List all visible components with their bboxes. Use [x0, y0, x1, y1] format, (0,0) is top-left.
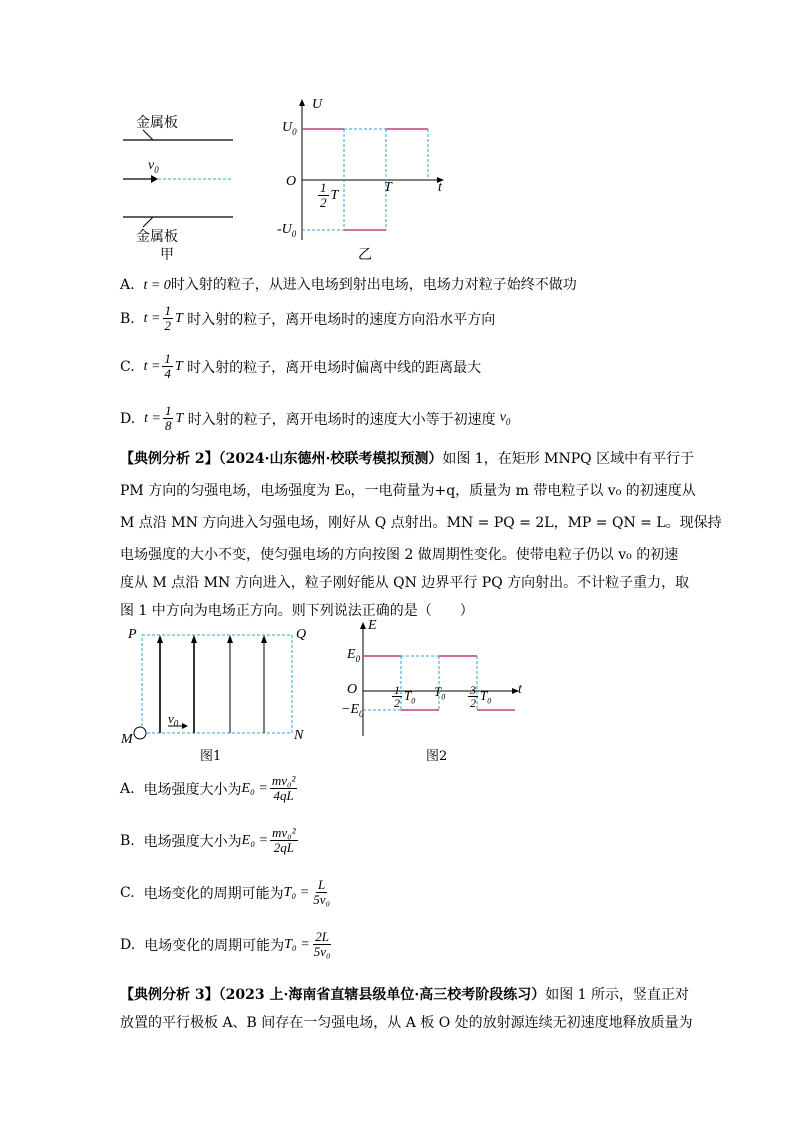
q3-source: （2023 上·海南省直辖县级单位·高三校考阶段练习）	[218, 987, 546, 1003]
top-plate-label: 金属板	[136, 115, 178, 131]
point-m: M	[121, 732, 133, 747]
q1-option-c[interactable]: C. t = $\frac{1}{4}$ T 时入射的粒子，离开电场时偏离中线的距离最大	[120, 351, 482, 381]
field-arrow-4-icon	[261, 635, 267, 643]
q2-line-2: PM 方向的匀强电场，电场强度为 E₀，一电荷量为+q，质量为 m 带电粒子以 v₀ 的初速度从	[120, 483, 696, 499]
figure-caption-2: 图2	[426, 749, 448, 764]
figure-caption-jia: 甲	[160, 247, 174, 263]
origin-label: O	[347, 682, 358, 697]
q2-option-a[interactable]: A. 电场强度大小为 E₀ = $\frac{\text{mv₀²}}{4qL}$	[120, 773, 296, 803]
field-rectangle	[142, 635, 292, 733]
u-axis-label: U	[312, 97, 323, 112]
figure-e-t-graph	[345, 618, 535, 738]
particle-icon	[134, 727, 146, 739]
e0-label: $E_0$	[347, 647, 361, 664]
velocity-label: $v_0$	[148, 158, 159, 175]
neg-e0-label: $-E_0$	[341, 702, 364, 719]
figure-rect-field	[118, 625, 308, 745]
velocity-arrow-head-icon	[182, 723, 188, 729]
q2-line-1: 【典例分析 2】（2024·山东德州·校联考模拟预测）如图 1，在矩形 MNPQ 区域中有平行于	[120, 451, 695, 467]
q2-tag: 【典例分析 2】	[120, 451, 219, 467]
q2-line-4: 电场强度的大小不变，使匀强电场的方向按图 2 做周期性变化。使带电粒子仍以 v₀ 的初速	[120, 547, 679, 563]
half-t-label: $\frac{1}{2}$ T	[320, 180, 339, 210]
figure-caption-yi: 乙	[358, 247, 372, 263]
q3-line-2: 放置的平行极板 A、B 间存在一匀强电场，从 A 板 O 处的放射源连续无初速度地释放质量为	[120, 1015, 693, 1031]
u0-label: $U_0$	[282, 120, 297, 137]
q3-tag: 【典例分析 3】	[120, 987, 219, 1003]
e-axis-label: E	[368, 618, 377, 633]
origin-label: O	[286, 174, 297, 189]
neg-u0-label: $-U_0$	[277, 222, 297, 239]
point-n: N	[294, 728, 304, 743]
t-axis-label: t	[438, 180, 442, 195]
y-axis-arrow-icon	[360, 622, 366, 629]
bottom-plate-label: 金属板	[136, 229, 178, 245]
q1-option-b[interactable]: B. t = $\frac{1}{2}$ T 时入射的粒子，离开电场时的速度方向沿水平方向	[120, 303, 496, 333]
figure-u-t-graph	[270, 95, 460, 245]
period-t-label: T	[384, 180, 392, 195]
q2-line-6: 图 1 中方向为电场正方向。则下列说法正确的是（ ）	[120, 603, 474, 619]
t-axis-label: t	[518, 682, 522, 697]
q1-option-a[interactable]: A. t = 0时入射的粒子，从进入电场到射出电场，电场力对粒子始终不做功	[120, 277, 577, 293]
q2-option-b[interactable]: B. 电场强度大小为 E₀ = $\frac{\text{mv₀²}}{2qL}$	[120, 825, 296, 855]
q2-option-c[interactable]: C. 电场变化的周期可能为 T₀ = $\frac{L}{\text{5v₀}}$	[120, 877, 330, 907]
q2-source: （2024·山东德州·校联考模拟预测）	[218, 451, 443, 467]
field-arrow-3-icon	[227, 635, 233, 643]
fig3-velocity-label: $v_0$	[168, 711, 179, 729]
q3-line-1: 【典例分析 3】（2023 上·海南省直辖县级单位·高三校考阶段练习）如图 1 所示，竖直正对	[120, 987, 690, 1003]
field-arrow-2-icon	[191, 635, 197, 643]
point-p: P	[128, 627, 137, 642]
q2-line-5: 度从 M 点沿 MN 方向进入，粒子刚好能从 QN 边界平行 PQ 方向射出。不计粒子重力，取	[120, 575, 690, 591]
figure-caption-1: 图1	[200, 749, 222, 764]
q2-line-3: M 点沿 MN 方向进入匀强电场，刚好从 Q 点射出。MN = PQ = 2L，MP = QN = L。现保持	[120, 515, 722, 531]
field-arrow-1-icon	[157, 635, 163, 643]
t0-label: $T_0$	[434, 684, 446, 702]
y-axis-arrow-icon	[299, 99, 305, 106]
q1-option-d[interactable]: D. t = $\frac{1}{8}$ T 时入射的粒子，离开电场时的速度大小等于初速度 $v_0$	[120, 403, 511, 433]
half-t0-label: $\frac{1}{2}$ $T_0$	[394, 683, 416, 710]
three-half-t0-label: $\frac{3}{2}$ $T_0$	[470, 683, 492, 710]
point-q: Q	[296, 627, 307, 642]
arrow-head-icon	[151, 175, 158, 183]
q2-option-d[interactable]: D. 电场变化的周期可能为 T₀ = $\frac{2L}{\text{5v₀}}$	[120, 929, 331, 959]
